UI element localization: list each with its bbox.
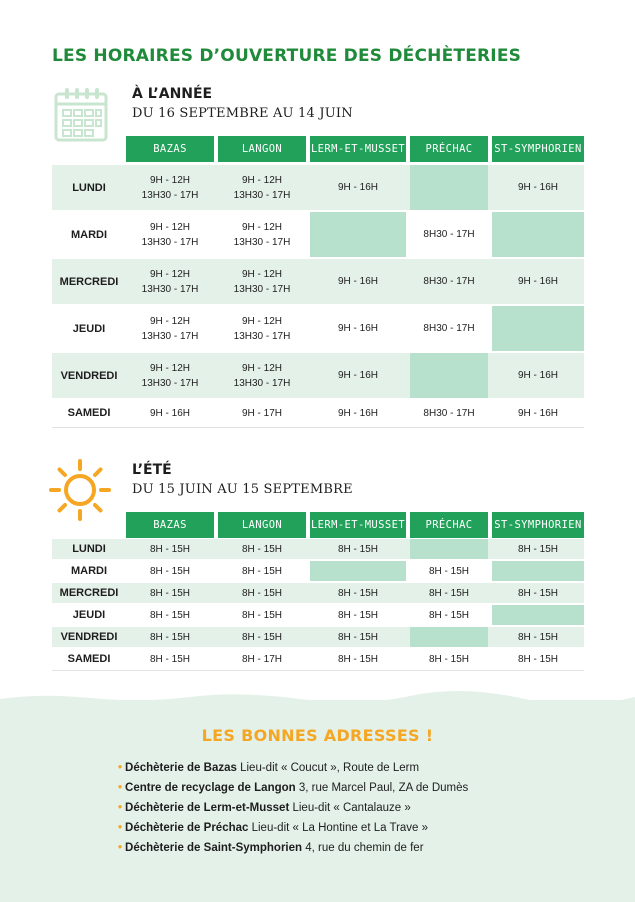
hours-text: 13H30 - 17H bbox=[233, 236, 291, 248]
hours-cell bbox=[218, 306, 306, 351]
hours-cell bbox=[218, 400, 306, 426]
day-label: JEUDI bbox=[72, 322, 106, 335]
hours-cell bbox=[310, 583, 406, 603]
hours-text: 9H - 16H bbox=[517, 370, 558, 381]
hours-text: 8H - 15H bbox=[241, 587, 282, 599]
bullet-icon: • bbox=[118, 802, 123, 814]
day-label: LUNDI bbox=[72, 543, 106, 555]
address-item bbox=[118, 758, 468, 778]
hours-cell bbox=[310, 400, 406, 426]
hours-cell bbox=[410, 212, 488, 257]
hours-text: 8H - 15H bbox=[241, 631, 282, 643]
hours-cell bbox=[218, 605, 306, 625]
table-row bbox=[52, 561, 584, 581]
address-item bbox=[118, 838, 468, 858]
hours-cell bbox=[410, 306, 488, 351]
hours-cell bbox=[492, 353, 584, 398]
section-ete-subtitle: DU 15 JUIN AU 15 SEPTEMBRE bbox=[132, 482, 353, 497]
hours-text: 8H - 15H bbox=[149, 565, 190, 577]
hours-text: 8H - 15H bbox=[337, 653, 378, 665]
day-label: LUNDI bbox=[72, 181, 106, 194]
section-annee-title: À L’ANNÉE bbox=[132, 86, 213, 102]
column-header: PRÉCHAC bbox=[410, 512, 488, 538]
day-label: VENDREDI bbox=[60, 631, 118, 643]
hours-text: 9H - 16H bbox=[337, 276, 378, 287]
closed-cell bbox=[492, 306, 584, 351]
hours-text: 8H - 15H bbox=[517, 631, 558, 643]
section-ete-title: L’ÉTÉ bbox=[132, 462, 172, 478]
hours-text: 9H - 12H bbox=[241, 315, 282, 327]
hours-text: 13H30 - 17H bbox=[141, 283, 199, 295]
hours-text: 8H - 15H bbox=[428, 609, 469, 621]
hours-text: 9H - 16H bbox=[149, 407, 190, 419]
addresses-list bbox=[118, 758, 468, 858]
hours-text: 9H - 12H bbox=[149, 174, 190, 186]
address-item bbox=[118, 778, 468, 798]
address-place: Déchèterie de Bazas bbox=[125, 762, 237, 774]
hours-cell bbox=[310, 605, 406, 625]
address-item bbox=[118, 798, 468, 818]
section-annee-subtitle: DU 16 SEPTEMBRE AU 14 JUIN bbox=[132, 106, 353, 121]
hours-text: 9H - 16H bbox=[517, 407, 558, 419]
hours-text: 13H30 - 17H bbox=[141, 377, 199, 389]
closed-cell bbox=[410, 627, 488, 647]
hours-text: 9H - 16H bbox=[337, 370, 378, 381]
bullet-icon: • bbox=[118, 762, 123, 774]
hours-text: 8H - 15H bbox=[149, 631, 190, 643]
hours-cell bbox=[492, 539, 584, 559]
table-row bbox=[52, 259, 584, 304]
table-row bbox=[52, 605, 584, 625]
day-label: SAMEDI bbox=[67, 407, 111, 419]
hours-cell bbox=[218, 212, 306, 257]
hours-cell bbox=[492, 400, 584, 426]
table-bottom-rule bbox=[52, 427, 584, 428]
closed-cell bbox=[492, 605, 584, 625]
hours-text: 9H - 12H bbox=[241, 174, 282, 186]
schedule-table-annee bbox=[52, 136, 584, 436]
hours-cell bbox=[126, 539, 214, 559]
bullet-icon: • bbox=[118, 842, 123, 854]
hours-cell bbox=[492, 649, 584, 669]
hours-text: 13H30 - 17H bbox=[141, 189, 199, 201]
closed-cell bbox=[410, 539, 488, 559]
bullet-icon: • bbox=[118, 822, 123, 834]
hours-text: 8H - 15H bbox=[149, 609, 190, 621]
hours-text: 9H - 12H bbox=[149, 268, 190, 280]
hours-text: 9H - 12H bbox=[241, 268, 282, 280]
column-header: LERM-ET-MUSSET bbox=[310, 136, 406, 162]
hours-text: 8H - 15H bbox=[428, 587, 469, 599]
column-header: BAZAS bbox=[126, 512, 214, 538]
hours-cell bbox=[126, 649, 214, 669]
day-label: JEUDI bbox=[72, 609, 106, 621]
hours-cell bbox=[218, 649, 306, 669]
day-label: MERCREDI bbox=[59, 275, 119, 288]
day-label: VENDREDI bbox=[60, 369, 118, 382]
hours-text: 8H - 15H bbox=[337, 543, 378, 555]
closed-cell bbox=[410, 353, 488, 398]
hours-cell bbox=[492, 165, 584, 210]
table-row bbox=[52, 627, 584, 647]
hours-cell bbox=[410, 561, 488, 581]
hours-cell bbox=[492, 259, 584, 304]
column-header: BAZAS bbox=[126, 136, 214, 162]
hours-cell bbox=[218, 259, 306, 304]
table-row bbox=[52, 353, 584, 398]
hours-cell bbox=[218, 561, 306, 581]
address-detail: 3, rue Marcel Paul, ZA de Dumès bbox=[295, 782, 469, 794]
hours-cell bbox=[492, 627, 584, 647]
hours-text: 8H - 15H bbox=[517, 587, 558, 599]
hours-cell bbox=[126, 259, 214, 304]
hours-cell bbox=[410, 400, 488, 426]
brush-edge-decoration bbox=[0, 690, 635, 704]
hours-cell bbox=[310, 539, 406, 559]
hours-text: 9H - 17H bbox=[241, 407, 282, 419]
hours-text: 13H30 - 17H bbox=[233, 330, 291, 342]
hours-text: 8H - 15H bbox=[337, 609, 378, 621]
hours-text: 9H - 12H bbox=[149, 221, 190, 233]
hours-text: 8H - 15H bbox=[241, 565, 282, 577]
table-row bbox=[52, 400, 584, 426]
hours-text: 13H30 - 17H bbox=[233, 189, 291, 201]
hours-text: 8H - 15H bbox=[149, 587, 190, 599]
hours-cell bbox=[126, 353, 214, 398]
hours-text: 8H - 17H bbox=[241, 653, 282, 665]
table-row bbox=[52, 165, 584, 210]
hours-text: 9H - 12H bbox=[149, 362, 190, 374]
hours-cell bbox=[492, 583, 584, 603]
schedule-table-ete bbox=[52, 512, 584, 692]
hours-cell bbox=[218, 583, 306, 603]
table-row bbox=[52, 649, 584, 669]
closed-cell bbox=[492, 561, 584, 581]
address-detail: 4, rue du chemin de fer bbox=[302, 842, 424, 854]
column-header: LANGON bbox=[218, 512, 306, 538]
hours-text: 8H - 15H bbox=[149, 543, 190, 555]
address-detail: Lieu-dit « Coucut », Route de Lerm bbox=[236, 762, 420, 774]
hours-text: 13H30 - 17H bbox=[141, 236, 199, 248]
hours-text: 8H30 - 17H bbox=[423, 276, 475, 287]
table-row bbox=[52, 306, 584, 351]
hours-text: 13H30 - 17H bbox=[233, 283, 291, 295]
day-label: MARDI bbox=[70, 565, 108, 577]
hours-cell bbox=[310, 649, 406, 669]
bullet-icon: • bbox=[118, 782, 123, 794]
day-label: SAMEDI bbox=[67, 653, 111, 665]
hours-text: 8H - 15H bbox=[517, 653, 558, 665]
hours-text: 8H - 15H bbox=[337, 631, 378, 643]
hours-text: 8H - 15H bbox=[241, 609, 282, 621]
hours-text: 13H30 - 17H bbox=[141, 330, 199, 342]
closed-cell bbox=[492, 212, 584, 257]
table-header-row bbox=[52, 512, 584, 538]
hours-text: 8H - 15H bbox=[149, 653, 190, 665]
hours-text: 9H - 16H bbox=[517, 276, 558, 287]
column-header: ST-SYMPHORIEN bbox=[492, 512, 584, 538]
hours-text: 9H - 16H bbox=[337, 182, 378, 193]
closed-cell bbox=[310, 212, 406, 257]
column-header: LERM-ET-MUSSET bbox=[310, 512, 406, 538]
hours-text: 9H - 16H bbox=[337, 407, 378, 419]
table-row bbox=[52, 583, 584, 603]
address-detail: Lieu-dit « La Hontine et La Trave » bbox=[248, 822, 429, 834]
closed-cell bbox=[310, 561, 406, 581]
hours-cell bbox=[126, 212, 214, 257]
hours-cell bbox=[126, 165, 214, 210]
hours-cell bbox=[410, 605, 488, 625]
hours-cell bbox=[410, 259, 488, 304]
hours-cell bbox=[218, 539, 306, 559]
day-label: MERCREDI bbox=[59, 587, 119, 599]
hours-cell bbox=[310, 306, 406, 351]
hours-text: 8H - 15H bbox=[428, 653, 469, 665]
hours-cell bbox=[126, 306, 214, 351]
hours-cell bbox=[126, 583, 214, 603]
hours-cell bbox=[126, 605, 214, 625]
hours-text: 8H30 - 17H bbox=[423, 323, 475, 334]
hours-cell bbox=[310, 627, 406, 647]
hours-cell bbox=[126, 400, 214, 426]
hours-text: 9H - 12H bbox=[241, 362, 282, 374]
hours-cell bbox=[218, 627, 306, 647]
hours-text: 8H - 15H bbox=[428, 565, 469, 577]
hours-cell bbox=[310, 259, 406, 304]
day-label: MARDI bbox=[70, 228, 108, 241]
section-annee-header bbox=[52, 86, 612, 136]
hours-text: 9H - 16H bbox=[337, 323, 378, 334]
hours-cell bbox=[126, 627, 214, 647]
hours-cell bbox=[410, 649, 488, 669]
table-bottom-rule bbox=[52, 670, 584, 671]
hours-text: 8H - 15H bbox=[337, 587, 378, 599]
hours-cell bbox=[218, 353, 306, 398]
hours-text: 9H - 12H bbox=[149, 315, 190, 327]
hours-text: 9H - 16H bbox=[517, 182, 558, 193]
hours-text: 9H - 12H bbox=[241, 221, 282, 233]
address-detail: Lieu-dit « Cantalauze » bbox=[289, 802, 411, 814]
hours-text: 13H30 - 17H bbox=[233, 377, 291, 389]
hours-cell bbox=[310, 165, 406, 210]
address-place: Déchèterie de Lerm-et-Musset bbox=[125, 802, 290, 814]
hours-text: 8H - 15H bbox=[241, 543, 282, 555]
column-header: LANGON bbox=[218, 136, 306, 162]
address-place: Déchèterie de Préchac bbox=[125, 822, 249, 834]
address-place: Déchèterie de Saint-Symphorien bbox=[125, 842, 303, 854]
hours-cell bbox=[218, 165, 306, 210]
address-item bbox=[118, 818, 468, 838]
column-header: PRÉCHAC bbox=[410, 136, 488, 162]
section-ete-header bbox=[52, 462, 612, 512]
hours-text: 8H - 15H bbox=[517, 543, 558, 555]
addresses-title: LES BONNES ADRESSES ! bbox=[201, 726, 434, 745]
table-header-row bbox=[52, 136, 584, 162]
closed-cell bbox=[410, 165, 488, 210]
column-header: ST-SYMPHORIEN bbox=[492, 136, 584, 162]
hours-cell bbox=[410, 583, 488, 603]
table-row bbox=[52, 212, 584, 257]
hours-text: 8H30 - 17H bbox=[423, 407, 475, 419]
table-row bbox=[52, 539, 584, 559]
hours-cell bbox=[126, 561, 214, 581]
hours-text: 8H30 - 17H bbox=[423, 229, 475, 240]
address-place: Centre de recyclage de Langon bbox=[125, 782, 296, 794]
page-title: LES HORAIRES D’OUVERTURE DES DÉCHÈTERIES bbox=[52, 46, 522, 66]
hours-cell bbox=[310, 353, 406, 398]
